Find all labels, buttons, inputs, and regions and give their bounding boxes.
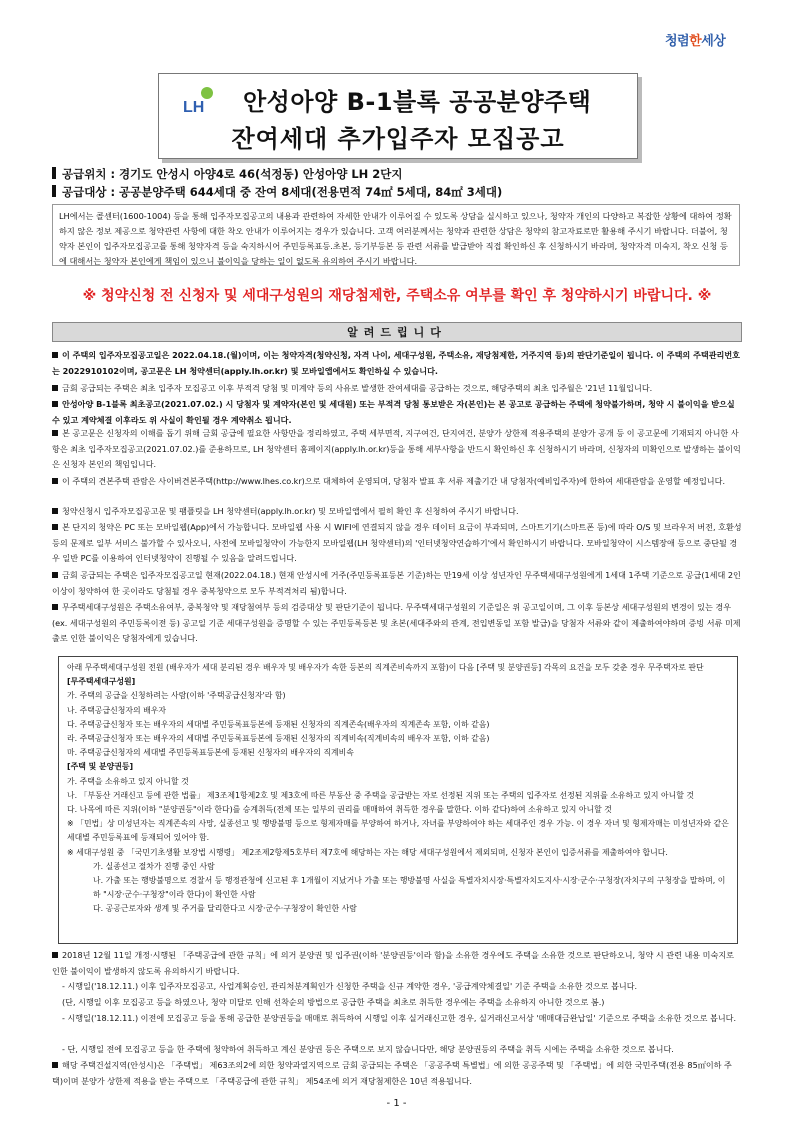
page-subtitle: 잔여세대 추가입주자 모집공고 bbox=[231, 125, 565, 153]
para-7: 본 단지의 청약은 PC 또는 모바일웹(App)에서 가능합니다. 모바일웹 사용 시 WIFI에 연결되지 않을 경우 데이터 요금이 부과되며, 스마트기기(스마트폰 등)에 따라 O/S 및 브라우저 버전, 호환성 등의 문제로 일부 서비스 불가할 수 있사오니, 사전에 모바일청약이 가능한지 모바일웹(LH 청약센터)의 '인터넷청약연습하기'에서 확인하시기 바랍니다. 모바일청약이 시스템장애 등으로 중단될 경우 일반 PC를 이용하여 인터넷청약이 진행될 수 있음을 알려드립니다. bbox=[52, 522, 742, 563]
para-10d: - 단, 시행일 전에 모집공고 등을 한 주택에 청약하여 취득하고 계신 분양권 등은 주택으로 보지 않습니다만, 해당 분양권등의 주택을 취득 시에는 주택을 소유한 것으로 봅니다. bbox=[62, 1044, 674, 1054]
para-1: 이 주택의 입주자모집공고일은 2022.04.18.(월)이며, 이는 청약자격(청약신청, 자격 나이, 세대구성원, 주택소유, 재당첨제한, 거주지역 등)의 판단기준일이 됩니다. 이 주택의 주택관리번호는 2022910102이며, 공고문은 LH 청약센터(apply.lh.or.kr) 및 모바일앱에서도 확인하실 수 있습니다. bbox=[52, 350, 740, 376]
para-10a: - 시행일('18.12.11.) 이후 입주자모집공고, 사업계획승인, 관리처분계획인가 신청한 주택을 신규 계약한 경우, '공급계약체결일' 기준 주택을 소유한 것으로 봅니다. bbox=[62, 981, 638, 991]
notice-header: 알려드립니다 bbox=[52, 322, 742, 342]
para-6: 청약신청시 입주자모집공고문 및 팸플릿을 LH 청약센터(apply.lh.or.kr) 및 모바일앱에서 필히 확인 후 신청하여 주시기 바랍니다. bbox=[52, 504, 742, 520]
para-5: 이 주택의 견본주택 관람은 사이버견본주택(http://www.lhes.co.kr)으로 대체하여 운영되며, 당첨자 발표 후 서류 제출기간 내 당첨자(예비입주자)에 한하여 세대관람을 운영할 예정입니다. bbox=[52, 474, 742, 490]
para-9: 무주택세대구성원은 주택소유여부, 중복청약 및 재당첨여부 등의 검증대상 및 판단기준이 됩니다. 무주택세대구성원의 기준일은 위 공고일이며, 그 이후 등본상 세대구성원의 변경이 있는 경우(ex. 세대구성원의 주민등록이전 등) 공고일 기준 세대구성원을 증명할 수 있는 주민등록등본 및 초본(세대주와의 관계, 전입변동일 포함 발급)을 당첨자 서류와 같이 제출하여야하며 증빙 서류 미제출로 인한 불이익은 당첨자에게 있습니다. bbox=[52, 602, 741, 643]
supply-location: 공급위치 : 경기도 안성시 아양4로 46(석정동) 안성아양 LH 2단지 bbox=[52, 166, 403, 182]
intro-box: LH에서는 콜센터(1600-1004) 등을 통해 입주자모집공고의 내용과 관련하여 자세한 안내가 이루어질 수 있도록 상담을 실시하고 있으나, 청약자 개인의 다양하고 복잡한 상황에 대하여 정확하지 않은 정보 제공으로 청약관련 사항에 대한 착오 안내가 이루어지는 경우가 있습니다. 고객 여러분께서는 청약과 관련한 상담은 청약의 참고자료로만 활용해 주시기 바랍니다. 더불어, 청약자 본인이 입주자모집공고를 통해 청약자격 등을 숙지하시어 주민등록표등.초본, 등기부등본 등 관련 서류를 발급받아 직접 확인하신 후 신청하시기 바라며, 청약자격 미숙지, 착오 신청 등에 대해서는 청약자 본인에게 책임이 있으니 불이익을 당하는 일이 없도록 유의하여 주시기 바랍니다. bbox=[52, 204, 740, 266]
page-number: - 1 - bbox=[386, 1098, 407, 1109]
para-11: 해당 주택건설지역(안성시)은 「주택법」 제63조의2에 의한 청약과열지역으로 금회 공급되는 주택은 「공공주택 특별법」에 의한 공공주택 및 「주택법」에 의한 국민주택(전용 85㎡이하 주택)이며 분양가 상한제 적용을 받는 주택으로 「주택공급에 관한 규칙」 제54조에 의거 재당첨제한은 10년 적용됩니다. bbox=[52, 1060, 732, 1086]
supply-target: 공급대상 : 공공분양주택 644세대 중 잔여 8세대(전용면적 74㎡ 5세대, 84㎡ 3세대) bbox=[52, 184, 502, 200]
para-10b: (단, 시행일 이후 모집공고 등을 하였으나, 청약 미달로 인해 선착순의 방법으로 공급한 주택을 최초로 취득한 경우에는 주택을 소유하지 아니한 것으로 봄.) bbox=[62, 997, 605, 1007]
para-2: 금회 공급되는 주택은 최초 입주자 모집공고 이후 부적격 당첨 및 미계약 등의 사유로 발생한 잔여세대를 공급하는 것으로, 해당주택의 최초 입주월은 '21년 11월입니다. bbox=[52, 381, 742, 397]
warning-banner: ※ 청약신청 전 신청자 및 세대구성원의 재당첨제한, 주택소유 여부를 확인 후 청약하시기 바랍니다. ※ bbox=[82, 288, 712, 304]
title-box bbox=[158, 73, 638, 159]
para-10: 2018년 12월 11일 개정·시행된 「주택공급에 관한 규칙」에 의거 분양권 및 입주권(이하 '분양권등'이라 함)을 소유한 경우에도 주택을 소유한 것으로 판단하오니, 청약 시 관련 내용 미숙지로 인한 불이익이 발생하지 않도록 유의하시기 바랍니다. bbox=[52, 950, 734, 976]
para-10c: - 시행일('18.12.11.) 이전에 모집공고 등을 통해 공급한 분양권등을 매매로 취득하여 시행일 이후 실거래신고한 경우, 실거래신고서상 '매매대금완납일' 기준으로 주택을 소유한 것으로 봅니다. bbox=[62, 1013, 737, 1023]
lh-logo: LH bbox=[183, 87, 217, 117]
para-4: 본 공고문은 신청자의 이해를 돕기 위해 금회 공급에 필요한 사항만을 정리하였고, 주택 세부면적, 지구여건, 단지여건, 분양가 상한제 적용주택의 분양가 공개 등 이 공고문에 기재되지 아니한 사항은 최초 입주자모집공고(2021.07.02.)를 준용하므로, LH 청약센터 홈페이지(apply.lh.or.kr)등을 통해 세부사항을 반드시 확인하신 후 신청하시기 바라며, 신청자의 미확인으로 발생하는 불이익은 신청자 본인의 책임입니다. bbox=[52, 428, 741, 469]
homeless-definition-box: 아래 무주택세대구성원 전원 (배우자가 세대 분리된 경우 배우자 및 배우자가 속한 등본의 직계존비속까지 포함)이 다음 [주택 및 분양권등] 각목의 요건을 모두 갖춘 경우 무주택자로 판단 [무주택세대구성원] 가. 주택의 공급을 신청하려는 사람(이하 '주택공급신청자'라 함) 나. 주택공급신청자의 배우자 다. 주택공급신청자 또는 배우자의 세대별 주민등록표등본에 등재된 신청자의 직계존속(배우자의 직계존속 포함, 이하 같음) 라. 주택공급신청자 또는 배우자의 세대별 주민등록표등본에 등재된 신청자의 직계비속(직계비속의 배우자 포함, 이하 같음) 마. 주택공급신청자의 세대별 주민등록표등본에 등재된 신청자의 배우자의 직계비속 [주택 및 분양권등] 가. 주택을 소유하고 있지 아니할 것 나. 「부동산 거래신고 등에 관한 법률」 제3조제1항제2호 및 제3호에 따른 부동산 중 주택을 공급받는 자로 선정된 지위 또는 주택의 입주자로 선정된 지위를 소유하고 있지 아니할 것 다. 나목에 따른 지위(이하 "분양권등"이라 한다)를 승계취득(전체 또는 일부의 권리를 매매하여 취득한 경우를 말한다. 이하 같다)하여 소유하고 있지 아니할 것 ※ 「민법」상 미성년자는 직계존속의 사망, 실종선고 및 행방불명 등으로 형제자매를 부양하여 하거나, 자녀를 부양하여야 하는 세대주인 경우 가능. 이 경우 자녀 및 형제자매는 미성년자와 같은 세대별 주민등록표에 등재되어 있어야 함. ※ 세대구성원 중 「국민기초생활 보장법 시행령」 제2조제2항제5호부터 제7호에 해당하는 자는 해당 세대구성원에서 제외되며, 신청자 본인이 입증서류를 제출하여야 합니다. 가. 실종선고 절차가 진행 중인 사람 나. 가출 또는 행방불명으로 경찰서 등 행정관청에 신고된 후 1개월이 지났거나 가출 또는 행방불명 사실을 특별자치시장·특별자치도지사·시장·군수·구청장(자치구의 구청장을 말하며, 이하 "시장·군수·구청장"이라 한다)이 확인한 사람 다. 공공근로자와 생계 및 주거를 달리한다고 시장·군수·구청장이 확인한 사람 bbox=[58, 656, 738, 944]
page-title: 안성아양 B-1블록 공공분양주택 bbox=[243, 88, 592, 116]
clean-world-logo: 청렴한세상 bbox=[665, 34, 726, 49]
para-8: 금회 공급되는 주택은 입주자모집공고일 현재(2022.04.18.) 현재 안성시에 거주(주민등록표등본 기준)하는 만19세 이상 성년자인 무주택세대구성원에게 1세대 1주택 기준으로 공급(1세대 2인 이상이 청약하여 한 곳이라도 당첨될 경우 중복청약으로 모두 부적격처리 됨)합니다. bbox=[52, 570, 741, 596]
para-3: 안성아양 B-1블록 최초공고(2021.07.02.) 시 당첨자 및 계약자(본인 및 세대원) 또는 부적격 당첨 통보받은 자(본인)는 본 공고로 공급하는 주택에 청약불가하며, 청약 시 불이익을 받으실 수 있고 계약체결 이후라도 위 사실이 확인될 경우 계약취소 됩니다. bbox=[52, 399, 735, 425]
